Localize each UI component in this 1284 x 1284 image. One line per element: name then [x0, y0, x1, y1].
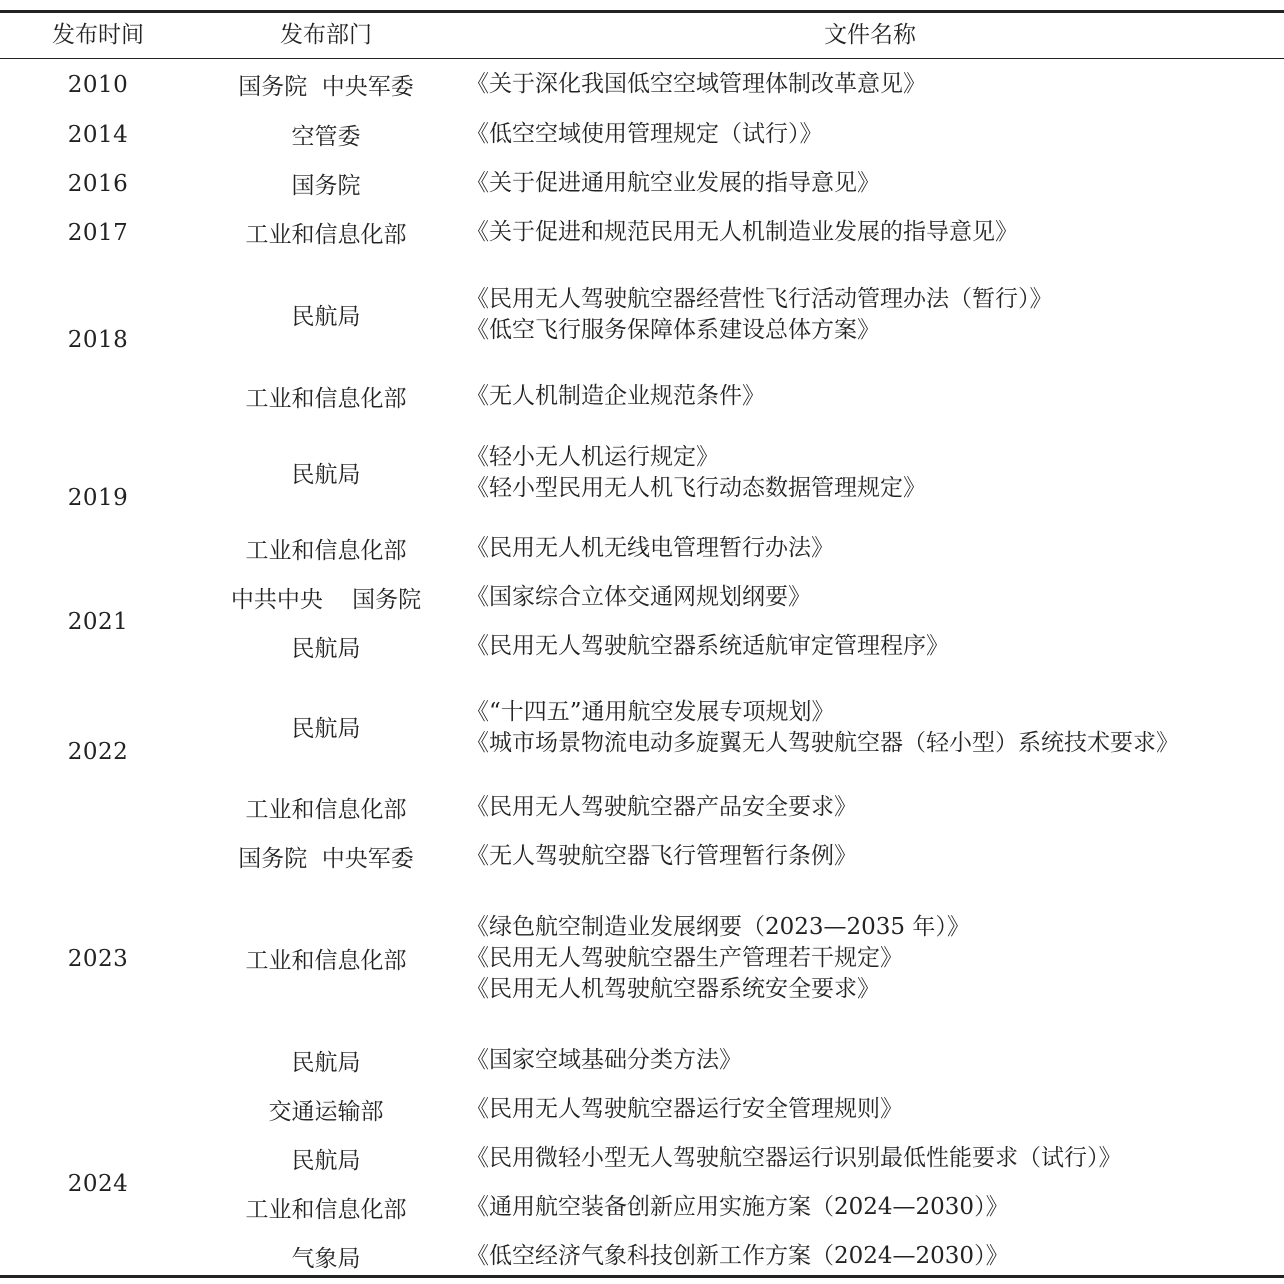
header-department: 发布部门 — [280, 22, 372, 48]
department-cell: 民航局 — [291, 1148, 361, 1174]
document-name: 《民用无人驾驶航空器生产管理若干规定》 — [466, 945, 903, 971]
document-cell — [466, 911, 1276, 1006]
year-cell: 2017 — [67, 219, 129, 246]
year-cell: 2024 — [67, 1171, 129, 1197]
document-cell — [466, 167, 1276, 200]
document-cell — [466, 581, 1276, 614]
table-header-rule — [0, 58, 1284, 59]
document-cell — [466, 1240, 1276, 1273]
document-cell — [466, 283, 1276, 346]
document-name: 《国家综合立体交通网规划纲要》 — [466, 584, 811, 610]
header-document-name: 文件名称 — [824, 22, 916, 48]
document-cell — [466, 441, 1276, 504]
document-name: 《轻小无人机运行规定》 — [466, 443, 719, 470]
department-cell: 工业和信息化部 — [245, 948, 407, 974]
document-name: 《关于促进通用航空业发展的指导意见》 — [466, 170, 880, 196]
document-name: 《国家空域基础分类方法》 — [466, 1047, 742, 1073]
document-name: 《“十四五”通用航空发展专项规划》 — [466, 698, 835, 725]
department-cell: 民航局 — [291, 304, 361, 330]
document-name: 《无人驾驶航空器飞行管理暂行条例》 — [466, 843, 857, 869]
document-name: 《民用无人机驾驶航空器系统安全要求》 — [466, 976, 880, 1002]
table-top-rule — [0, 10, 1284, 13]
document-name: 《民用无人驾驶航空器运行安全管理规则》 — [466, 1096, 903, 1122]
year-cell: 2022 — [67, 739, 129, 765]
department-cell: 国务院 中央军委 — [238, 846, 414, 872]
document-name: 《无人机制造企业规范条件》 — [466, 383, 765, 409]
document-name: 《民用无人驾驶航空器经营性飞行活动管理办法（暂行）》 — [466, 285, 1053, 312]
year-cell: 2010 — [67, 71, 129, 98]
document-name: 《关于促进和规范民用无人机制造业发展的指导意见》 — [466, 219, 1018, 245]
department-cell: 工业和信息化部 — [245, 797, 407, 823]
document-cell — [466, 216, 1276, 249]
department-cell: 工业和信息化部 — [245, 538, 407, 564]
department-cell: 气象局 — [291, 1246, 361, 1272]
year-cell: 2016 — [67, 170, 129, 197]
year-cell: 2023 — [67, 946, 129, 972]
document-cell — [466, 791, 1276, 824]
department-cell: 国务院 — [291, 173, 361, 199]
document-cell — [466, 68, 1276, 101]
department-cell: 民航局 — [291, 462, 361, 488]
document-name: 《通用航空装备创新应用实施方案（2024—2030）》 — [466, 1194, 1009, 1220]
department-cell: 民航局 — [291, 716, 361, 742]
year-cell: 2018 — [67, 327, 129, 353]
document-cell — [466, 840, 1276, 873]
document-cell — [466, 696, 1276, 759]
department-cell: 国务院 中央军委 — [238, 74, 414, 100]
department-cell: 中共中央 国务院 — [230, 587, 422, 613]
document-name: 《低空空域使用管理规定（试行）》 — [466, 121, 823, 147]
document-name: 《关于深化我国低空空域管理体制改革意见》 — [466, 71, 926, 97]
document-cell — [466, 1191, 1276, 1224]
document-name: 《民用无人机无线电管理暂行办法》 — [466, 535, 834, 561]
document-cell — [466, 380, 1276, 413]
department-cell: 空管委 — [291, 124, 361, 150]
department-cell: 民航局 — [291, 636, 361, 662]
department-cell: 民航局 — [291, 1050, 361, 1076]
document-cell — [466, 532, 1276, 565]
header-release-year: 发布时间 — [52, 22, 144, 48]
table-bottom-rule — [0, 1275, 1284, 1278]
document-name: 《轻小型民用无人机飞行动态数据管理规定》 — [466, 474, 926, 501]
document-name: 《低空经济气象科技创新工作方案（2024—2030）》 — [466, 1243, 1009, 1269]
year-cell: 2021 — [67, 609, 129, 635]
document-cell — [466, 1044, 1276, 1077]
department-cell: 工业和信息化部 — [245, 1197, 407, 1223]
department-cell: 工业和信息化部 — [245, 386, 407, 412]
year-cell: 2014 — [67, 121, 129, 148]
document-name: 《民用微轻小型无人驾驶航空器运行识别最低性能要求（试行）》 — [466, 1145, 1122, 1171]
document-cell — [466, 1142, 1276, 1175]
document-name: 《民用无人驾驶航空器产品安全要求》 — [466, 794, 857, 820]
document-cell — [466, 1093, 1276, 1126]
document-name: 《城市场景物流电动多旋翼无人驾驶航空器（轻小型）系统技术要求》 — [466, 729, 1179, 756]
document-name: 《绿色航空制造业发展纲要（2023—2035 年）》 — [466, 914, 970, 940]
document-name: 《民用无人驾驶航空器系统适航审定管理程序》 — [466, 633, 949, 659]
document-cell — [466, 630, 1276, 663]
department-cell: 工业和信息化部 — [245, 222, 407, 248]
document-cell — [466, 118, 1276, 151]
year-cell: 2019 — [67, 485, 129, 511]
department-cell: 交通运输部 — [268, 1099, 384, 1125]
document-name: 《低空飞行服务保障体系建设总体方案》 — [466, 316, 880, 343]
